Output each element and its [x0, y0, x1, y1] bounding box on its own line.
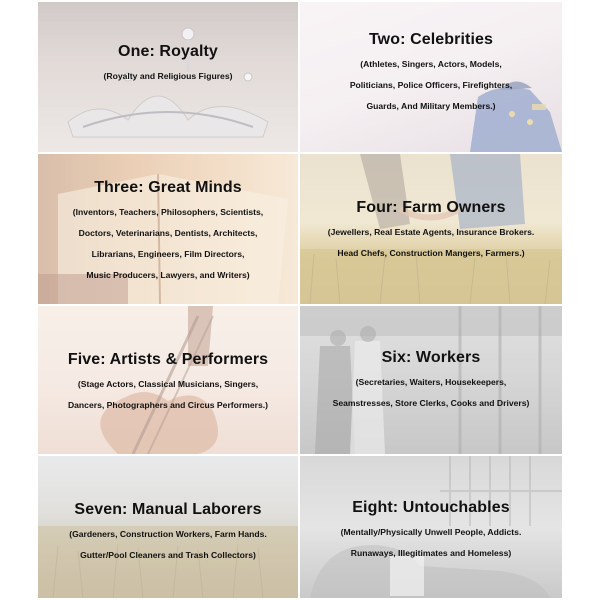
tile-caption — [38, 500, 298, 566]
tile-desc-line: Dancers, Photographers and Circus Performers.) — [67, 400, 269, 410]
tile-manual-laborers — [38, 456, 298, 598]
tile-caption — [38, 42, 298, 87]
tile-desc-line: Politicians, Police Officers, Firefighters, — [349, 80, 513, 90]
tile-desc-line: Runaways, Illegitimates and Homeless) — [350, 548, 512, 558]
tile-desc-line: Music Producers, Lawyers, and Writers) — [86, 270, 250, 280]
tile-desc-line: Seamstresses, Store Clerks, Cooks and Drivers) — [332, 398, 530, 408]
tile-description — [300, 522, 562, 564]
tile-artists-performers — [38, 306, 298, 454]
tile-desc-line: (Jewellers, Real Estate Agents, Insurance Brokers. — [327, 227, 535, 237]
tile-caption — [38, 350, 298, 416]
tile-title: Two: Celebrities — [369, 31, 493, 48]
tile-desc-line: (Stage Actors, Classical Musicians, Singers, — [77, 379, 259, 389]
tile-title: Seven: Manual Laborers — [74, 501, 262, 518]
tile-celebrities — [300, 2, 562, 152]
tile-farm-owners — [300, 154, 562, 304]
tile-title: Five: Artists & Performers — [67, 351, 269, 368]
tile-desc-line: (Royalty and Religious Figures) — [103, 71, 233, 81]
tile-description — [38, 524, 298, 566]
tile-description — [300, 54, 562, 117]
tile-description — [38, 66, 298, 87]
tile-caption — [38, 178, 298, 286]
tile-desc-line: (Gardeners, Construction Workers, Farm Hands. — [69, 529, 267, 539]
tile-desc-line: Head Chefs, Construction Mangers, Farmers.) — [337, 248, 525, 258]
tile-desc-line: (Athletes, Singers, Actors, Models, — [360, 59, 502, 69]
tile-description — [38, 202, 298, 286]
tile-description — [38, 374, 298, 416]
caste-collage — [38, 2, 562, 598]
tile-desc-line: (Inventors, Teachers, Philosophers, Scientists, — [72, 207, 264, 217]
tile-description — [300, 222, 562, 264]
tile-title: Four: Farm Owners — [356, 199, 506, 216]
tile-caption — [300, 30, 562, 117]
tile-caption — [300, 198, 562, 264]
tile-desc-line: Librarians, Engineers, Film Directors, — [91, 249, 245, 259]
tile-great-minds — [38, 154, 298, 304]
tile-title: Three: Great Minds — [94, 179, 242, 196]
tile-desc-line: Gutter/Pool Cleaners and Trash Collectors) — [80, 550, 256, 560]
tile-desc-line: Guards, And Military Members.) — [366, 101, 496, 111]
tile-desc-line: Doctors, Veterinarians, Dentists, Architects, — [78, 228, 258, 238]
tile-title: Six: Workers — [381, 349, 481, 366]
tile-caption — [300, 348, 562, 414]
tile-caption — [300, 498, 562, 564]
tile-workers — [300, 306, 562, 454]
tile-desc-line: (Secretaries, Waiters, Housekeepers, — [355, 377, 507, 387]
tile-royalty — [38, 2, 298, 152]
tile-untouchables — [300, 456, 562, 598]
tile-desc-line: (Mentally/Physically Unwell People, Addicts. — [340, 527, 522, 537]
tile-title: Eight: Untouchables — [352, 499, 510, 516]
tile-description — [300, 372, 562, 414]
tile-title: One: Royalty — [118, 43, 218, 60]
